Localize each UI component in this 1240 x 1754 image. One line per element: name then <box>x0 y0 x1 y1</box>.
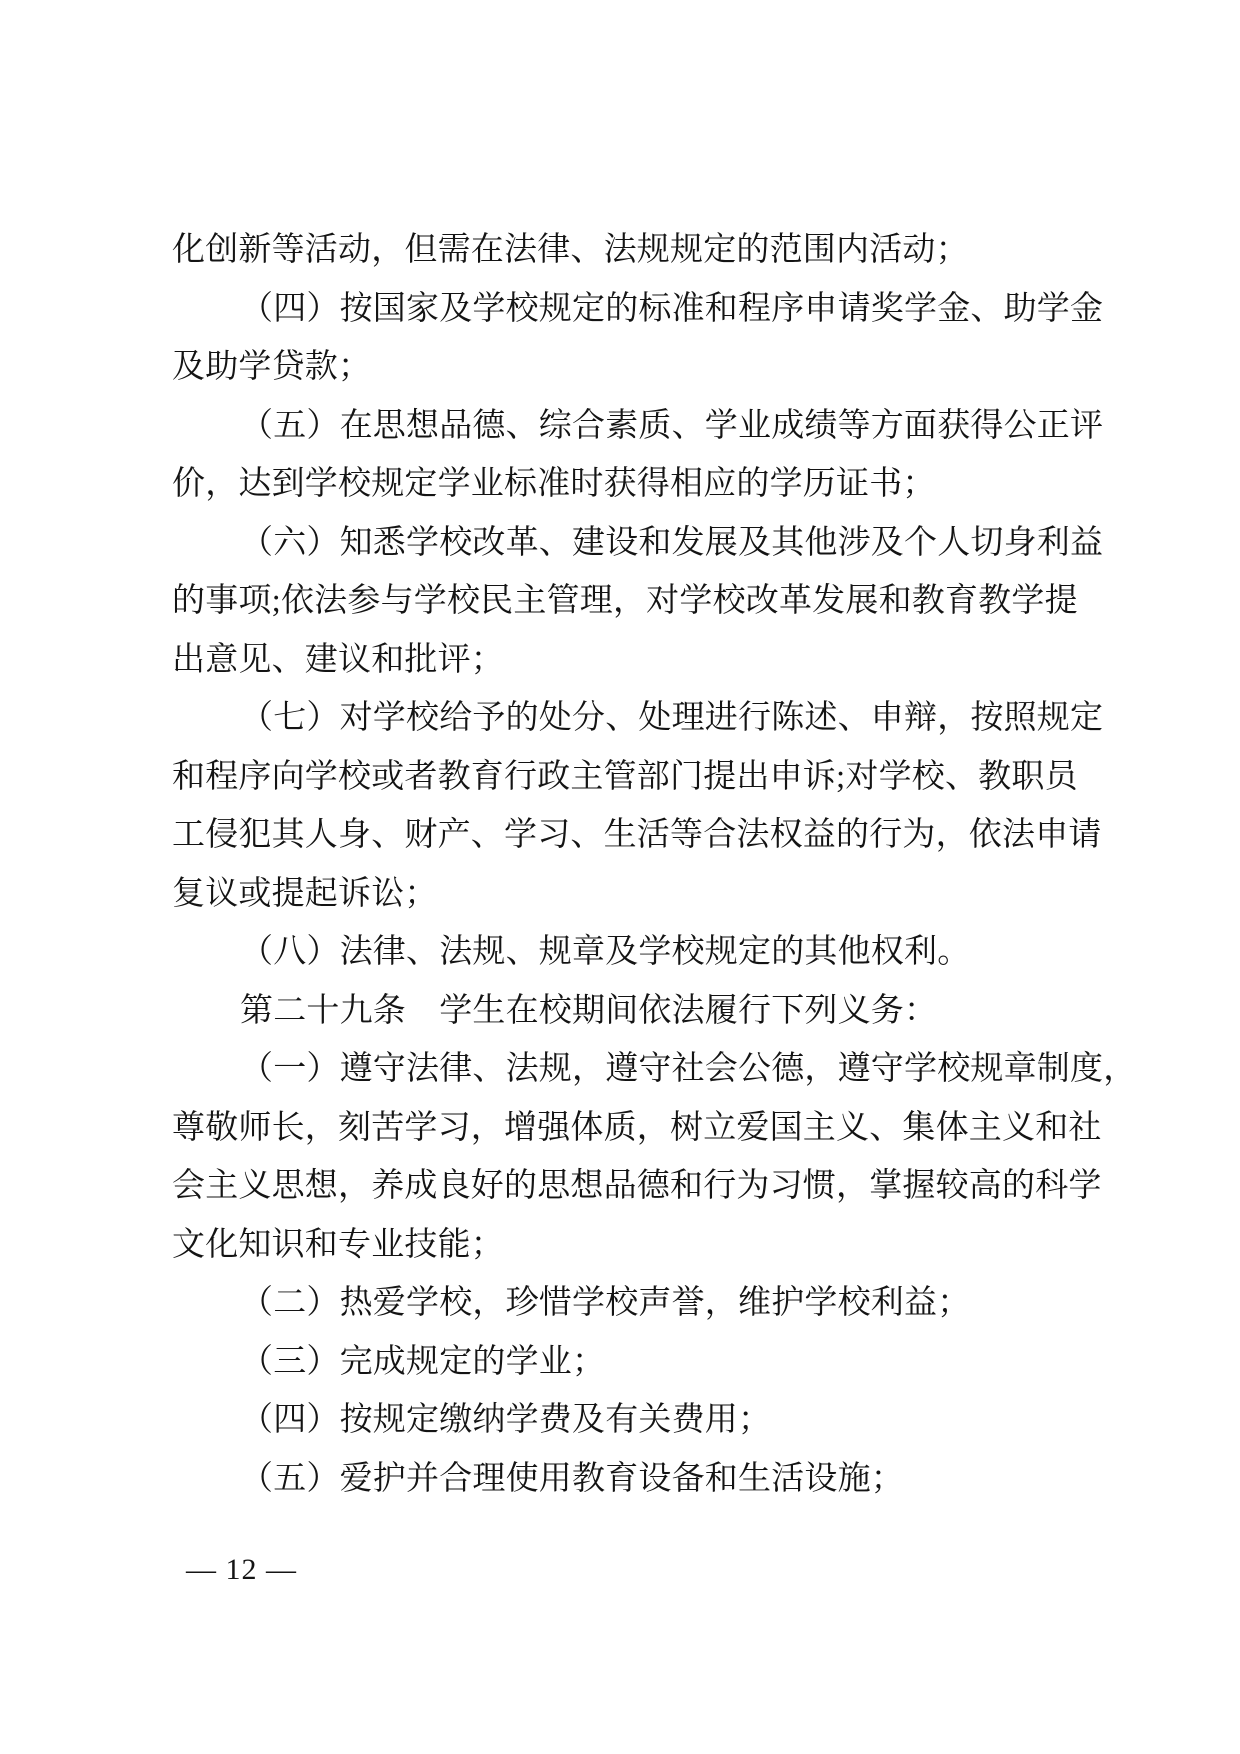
text-line: （七）对学校给予的处分、处理进行陈述、申辩，按照规定 <box>240 700 1104 736</box>
text-line: （五）在思想品德、综合素质、学业成绩等方面获得公正评 <box>240 407 1104 444</box>
text-line: （四）按规定缴纳学费及有关费用； <box>240 1402 772 1438</box>
document-body <box>172 221 1137 1508</box>
text-line: 出意见、建议和批评； <box>172 641 504 678</box>
text-line: 会主义思想，养成良好的思想品德和行为习惯，掌握较高的科学 <box>172 1168 1102 1204</box>
text-line: 工侵犯其人身、财产、学习、生活等合法权益的行为，依法申请 <box>172 817 1102 853</box>
text-line: 及助学贷款； <box>172 349 372 385</box>
text-line: 尊敬师长，刻苦学习，增强体质，树立爱国主义、集体主义和社 <box>172 1109 1102 1146</box>
text-line: 复议或提起诉讼； <box>172 875 438 912</box>
text-line: （六）知悉学校改革、建设和发展及其他涉及个人切身利益 <box>240 524 1104 561</box>
text-line: （三）完成规定的学业； <box>240 1343 606 1380</box>
text-line: （二）热爱学校，珍惜学校声誉，维护学校利益； <box>240 1285 971 1321</box>
text-line: 和程序向学校或者教育行政主管部门提出申诉;对学校、教职员 <box>172 758 1078 795</box>
text-line: （四）按国家及学校规定的标准和程序申请奖学金、助学金 <box>240 290 1104 327</box>
text-line: 第二十九条 学生在校期间依法履行下列义务： <box>240 992 938 1029</box>
page-number: — 12 — <box>186 1553 297 1586</box>
text-line: 文化知识和专业技能； <box>172 1226 504 1263</box>
text-line: （五）爱护并合理使用教育设备和生活设施； <box>240 1460 904 1497</box>
text-line: 化创新等活动，但需在法律、法规规定的范围内活动； <box>172 232 969 268</box>
text-line: 的事项;依法参与学校民主管理，对学校改革发展和教育教学提 <box>172 583 1078 619</box>
text-line: （八）法律、法规、规章及学校规定的其他权利。 <box>240 934 971 970</box>
text-line: 价，达到学校规定学业标准时获得相应的学历证书； <box>172 466 936 502</box>
text-line: （一）遵守法律、法规，遵守社会公德，遵守学校规章制度， <box>240 1051 1137 1087</box>
